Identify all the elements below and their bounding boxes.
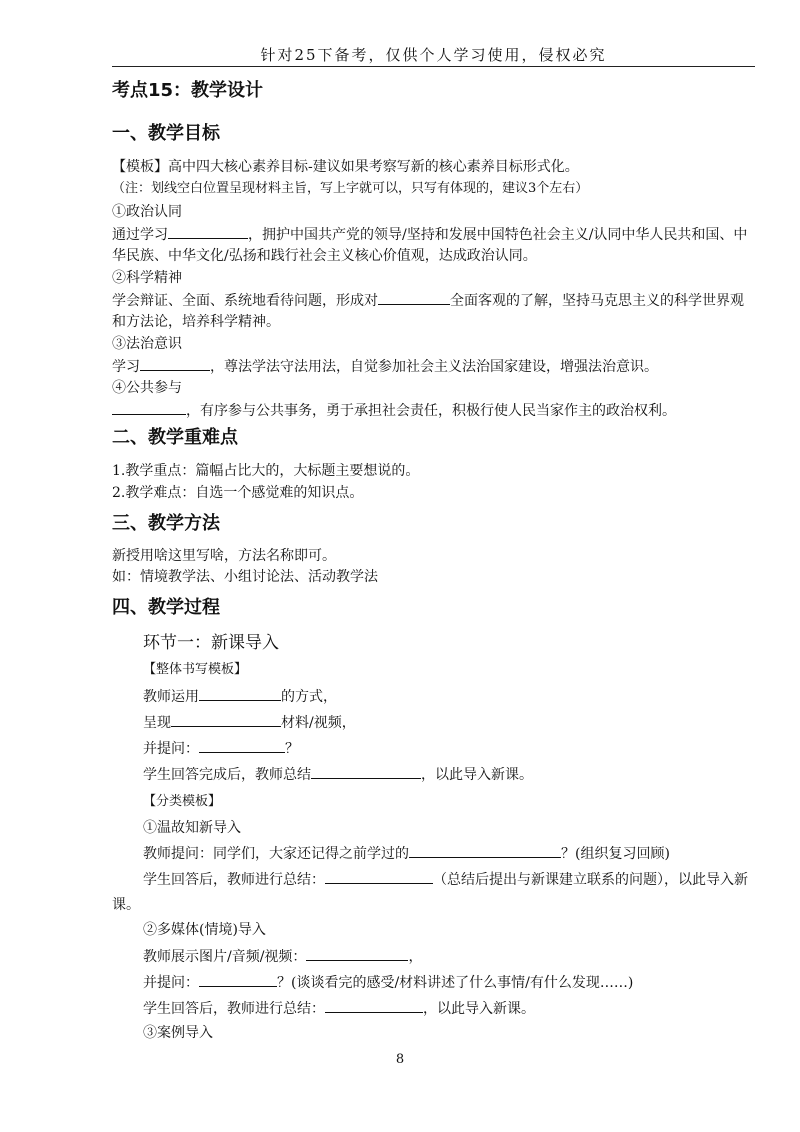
text: 教师提问：同学们，大家还记得之前学过的	[143, 846, 409, 862]
text: ，尊法学法守法用法，自觉参加社会主义法治国家建设，增强法治意识。	[210, 359, 658, 375]
text: 教师运用	[143, 689, 199, 705]
overall-line-1	[143, 686, 337, 707]
text: ？(谈谈看完的感受/材料讲述了什么事情/有什么发现……)	[277, 975, 634, 991]
text: 的方式，	[281, 689, 337, 705]
fill-blank	[199, 972, 277, 987]
multimedia-line-2	[143, 972, 633, 993]
fill-blank	[140, 356, 210, 371]
multimedia-line-1	[143, 946, 422, 967]
fill-blank	[311, 764, 421, 779]
text: ，以此导入新课。	[423, 1001, 535, 1017]
text: 并提问：	[143, 975, 199, 991]
text: 学生回答完成后，教师总结	[143, 767, 311, 783]
methods-line-1: 新授用啥这里写啥，方法名称即可。	[112, 548, 336, 564]
text: 学生回答后，教师进行总结：	[143, 872, 325, 888]
fill-blank	[409, 843, 561, 858]
difficult-point-item: 2.教学难点：自选一个感觉难的知识点。	[112, 485, 364, 501]
key-point-item: 1.教学重点：篇幅占比大的，大标题主要想说的。	[112, 463, 420, 479]
rule-of-law-label: ③法治意识	[112, 336, 182, 352]
overall-line-2	[143, 712, 356, 733]
page-header: 针对25下备考，仅供个人学习使用，侵权必究	[112, 44, 755, 67]
text: 学会辩证、全面、系统地看待问题，形成对	[112, 293, 378, 309]
fill-blank	[171, 712, 281, 727]
overall-line-4	[143, 764, 533, 785]
page-number: 8	[395, 1052, 405, 1067]
political-identity-line-2: 华民族、中华文化/弘扬和践行社会主义核心价值观，达成政治认同。	[112, 248, 537, 264]
overall-template-label: 【整体书写模板】	[143, 662, 248, 677]
multimedia-line-3	[143, 998, 535, 1019]
text: 通过学习	[112, 227, 168, 243]
section-heading-key-points: 二、教学重难点	[112, 427, 238, 448]
text: ，以此导入新课。	[421, 767, 533, 783]
public-participation-line	[112, 400, 676, 421]
public-participation-label: ④公共参与	[112, 380, 182, 396]
methods-line-2: 如：情境教学法、小组讨论法、活动教学法	[112, 569, 378, 585]
text: 教师展示图片/音频/视频：	[143, 949, 307, 965]
section-heading-process: 四、教学过程	[112, 597, 220, 618]
template-note: 【模板】高中四大核心素养目标-建议如果考察写新的核心素养目标形式化。	[112, 159, 579, 175]
text: ，有序参与公共事务，勇于承担社会责任，积极行使人民当家作主的政治权利。	[186, 403, 676, 419]
case-intro-label: ③案例导入	[143, 1025, 213, 1041]
text: 学习	[112, 359, 140, 375]
text: ？	[285, 741, 299, 757]
underline-note: （注：划线空白位置呈现材料主旨，写上字就可以，只写有体现的，建议3个左右）	[112, 181, 589, 196]
fill-blank	[378, 290, 450, 305]
multimedia-intro-label: ②多媒体(情境)导入	[143, 922, 266, 938]
rule-of-law-line	[112, 356, 658, 377]
political-identity-line	[112, 224, 747, 245]
section-heading-methods: 三、教学方法	[112, 513, 220, 534]
political-identity-label: ①政治认同	[112, 204, 182, 220]
fill-blank	[325, 869, 433, 884]
text: 全面客观的了解，坚持马克思主义的科学世界观	[450, 293, 744, 309]
section-heading-objectives: 一、教学目标	[112, 123, 220, 144]
fill-blank	[112, 400, 186, 415]
fill-blank	[325, 998, 423, 1013]
fill-blank	[199, 738, 285, 753]
classified-template-label: 【分类模板】	[143, 794, 222, 809]
text: ？(组织复习回顾)	[561, 846, 670, 862]
overall-line-3	[143, 738, 299, 759]
scientific-spirit-line	[112, 290, 744, 311]
step-one-heading: 环节一：新课导入	[143, 633, 279, 653]
text: 学生回答后，教师进行总结：	[143, 1001, 325, 1017]
text: （总结后提出与新课建立联系的问题），以此导入新	[433, 872, 748, 888]
review-line-3: 课。	[112, 897, 140, 913]
text: ，	[408, 949, 423, 965]
text: 材料/视频，	[281, 715, 356, 731]
fill-blank	[168, 224, 248, 239]
scientific-spirit-line-2: 和方法论，培养科学精神。	[112, 314, 280, 330]
fill-blank	[199, 686, 281, 701]
text: ，拥护中国共产党的领导/坚持和发展中国特色社会主义/认同中华人民共和国、中	[248, 227, 748, 243]
text: 并提问：	[143, 741, 199, 757]
page-title: 考点15：教学设计	[112, 80, 264, 101]
review-line-1	[143, 843, 670, 864]
review-line-2	[143, 869, 748, 890]
fill-blank	[306, 946, 408, 961]
scientific-spirit-label: ②科学精神	[112, 270, 182, 286]
text: 呈现	[143, 715, 171, 731]
review-intro-label: ①温故知新导入	[143, 820, 241, 836]
